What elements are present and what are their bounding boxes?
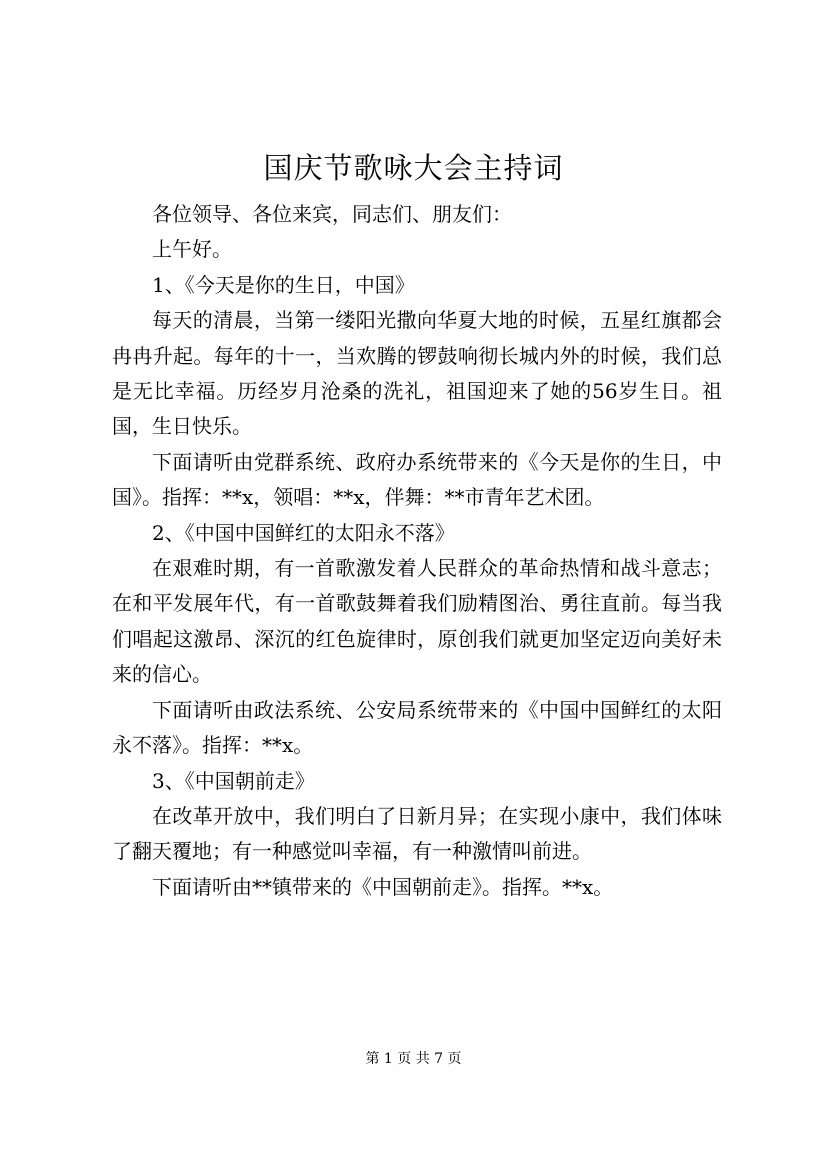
paragraph-song-1-intro: 每天的清晨，当第一缕阳光撒向华夏大地的时候，五星红旗都会冉冉升起。每年的十一，当欢腾的锣鼓响彻长城内外的时候，我们总是无比幸福。历经岁月沧桑的洗礼，祖国迎来了她的56岁生日。祖国，生日快乐。 <box>112 308 722 439</box>
paragraph-song-3-performer: 下面请听由**镇带来的《中国朝前走》。指挥。**x。 <box>152 874 614 899</box>
document-body <box>112 197 722 905</box>
page-footer: 第 1 页 共 7 页 <box>365 1051 462 1067</box>
song-heading-1: 1、《今天是你的生日，中国》 <box>152 272 415 297</box>
song-heading-3: 3、《中国朝前走》 <box>152 768 315 793</box>
document-title: 国庆节歌咏大会主持词 <box>263 151 564 185</box>
paragraph-song-1-performer: 下面请听由党群系统、政府办系统带来的《今天是你的生日，中国》。指挥：**x，领唱：**x，伴舞：**市青年艺术团。 <box>112 449 722 510</box>
paragraph-song-2-performer: 下面请听由政法系统、公安局系统带来的《中国中国鲜红的太阳永不落》。指挥：**x。 <box>112 697 722 758</box>
paragraph-good-morning: 上午好。 <box>152 237 232 262</box>
paragraph-song-3-intro: 在改革开放中，我们明白了日新月异；在实现小康中，我们体味了翻天覆地；有一种感觉叫幸福，有一种激情叫前进。 <box>112 803 722 864</box>
song-heading-2: 2、《中国中国鲜红的太阳永不落》 <box>152 520 455 545</box>
paragraph-greeting: 各位领导、各位来宾，同志们、朋友们： <box>152 202 512 226</box>
paragraph-song-2-intro: 在艰难时期，有一首歌激发着人民群众的革命热情和战斗意志；在和平发展年代，有一首歌鼓舞着我们励精图治、勇往直前。每当我们唱起这激昂、深沉的红色旋律时，原创我们就更加坚定迈向美好未来的信心。 <box>112 556 722 687</box>
